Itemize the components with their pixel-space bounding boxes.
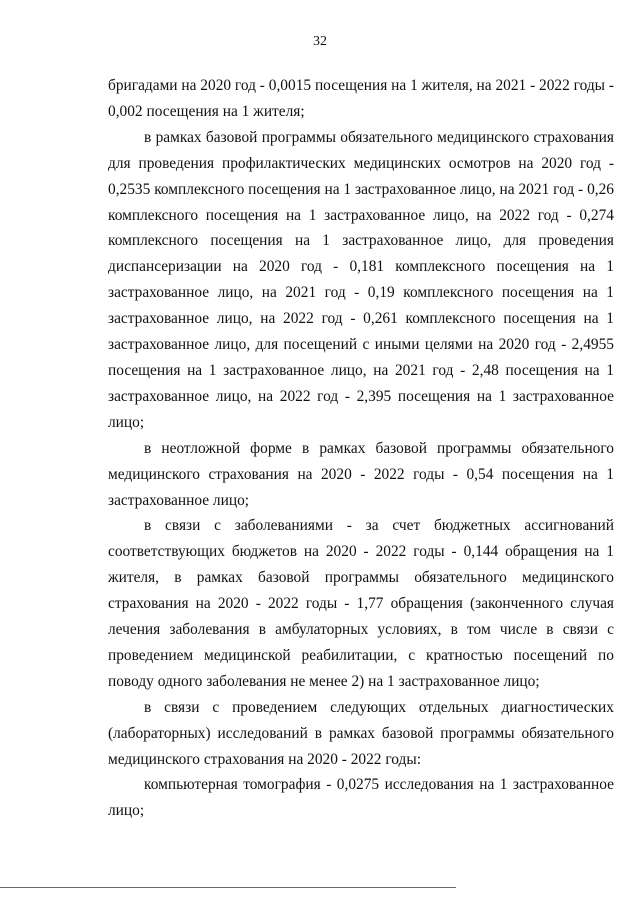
- paragraph-ambulance-teams: бригадами на 2020 год - 0,0015 посещения на 1 жителя, на 2021 - 2022 годы - 0,002 посещения на 1 жителя;: [108, 77, 614, 120]
- paragraph-diagnostic-tests: в связи с проведением следующих отдельных диагностических (лабораторных) исследований в рамках базовой программы обязательного медицинского страхования на 2020 - 2022 годы:: [108, 698, 614, 768]
- paragraph-urgent-care: в неотложной форме в рамках базовой программы обязательного медицинского страхования на 2020 - 2022 годы - 0,54 посещения на 1 застрахованное лицо;: [108, 439, 614, 509]
- bottom-rule: [0, 887, 456, 888]
- paragraph-disease-appeals: в связи с заболеваниями - за счет бюджетных ассигнований соответствующих бюджетов на 2020 - 2022 годы - 0,144 обращения на 1 жителя, в рамках базовой программы обязательного медицинского страхования на 2020 - 2022 годы - 1,77 обращения (законченного случая лечения заболевания в амбулаторных условиях, в том числе в связи с проведением медицинской реабилитации, с кратностью посещений по поводу одного заболевания не менее 2) на 1 застрахованное лицо;: [108, 517, 614, 690]
- document-body: [108, 73, 614, 824]
- page-number: 32: [313, 34, 327, 49]
- paragraph-computed-tomography: компьютерная томография - 0,0275 исследования на 1 застрахованное лицо;: [108, 776, 614, 820]
- paragraph-preventive-visits: в рамках базовой программы обязательного медицинского страхования для проведения профилактических медицинских осмотров на 2020 год - 0,2535 комплексного посещения на 1 застрахованное лицо, на 2021 год - 0,26 комплексного посещения на 1 застрахованное лицо, на 2022 год - 0,274 комплексного посещения на 1 застрахованное лицо, для проведения диспансеризации на 2020 год - 0,181 комплексного посещения на 1 застрахованное лицо, на 2021 год - 0,19 комплексного посещения на 1 застрахованное лицо, на 2022 год - 0,261 комплексного посещения на 1 застрахованное лицо, для посещений с иными целями на 2020 год - 2,4955 посещения на 1 застрахованное лицо, на 2021 год - 2,48 посещения на 1 застрахованное лицо, на 2022 год - 2,395 посещения на 1 застрахованное лицо;: [108, 128, 614, 431]
